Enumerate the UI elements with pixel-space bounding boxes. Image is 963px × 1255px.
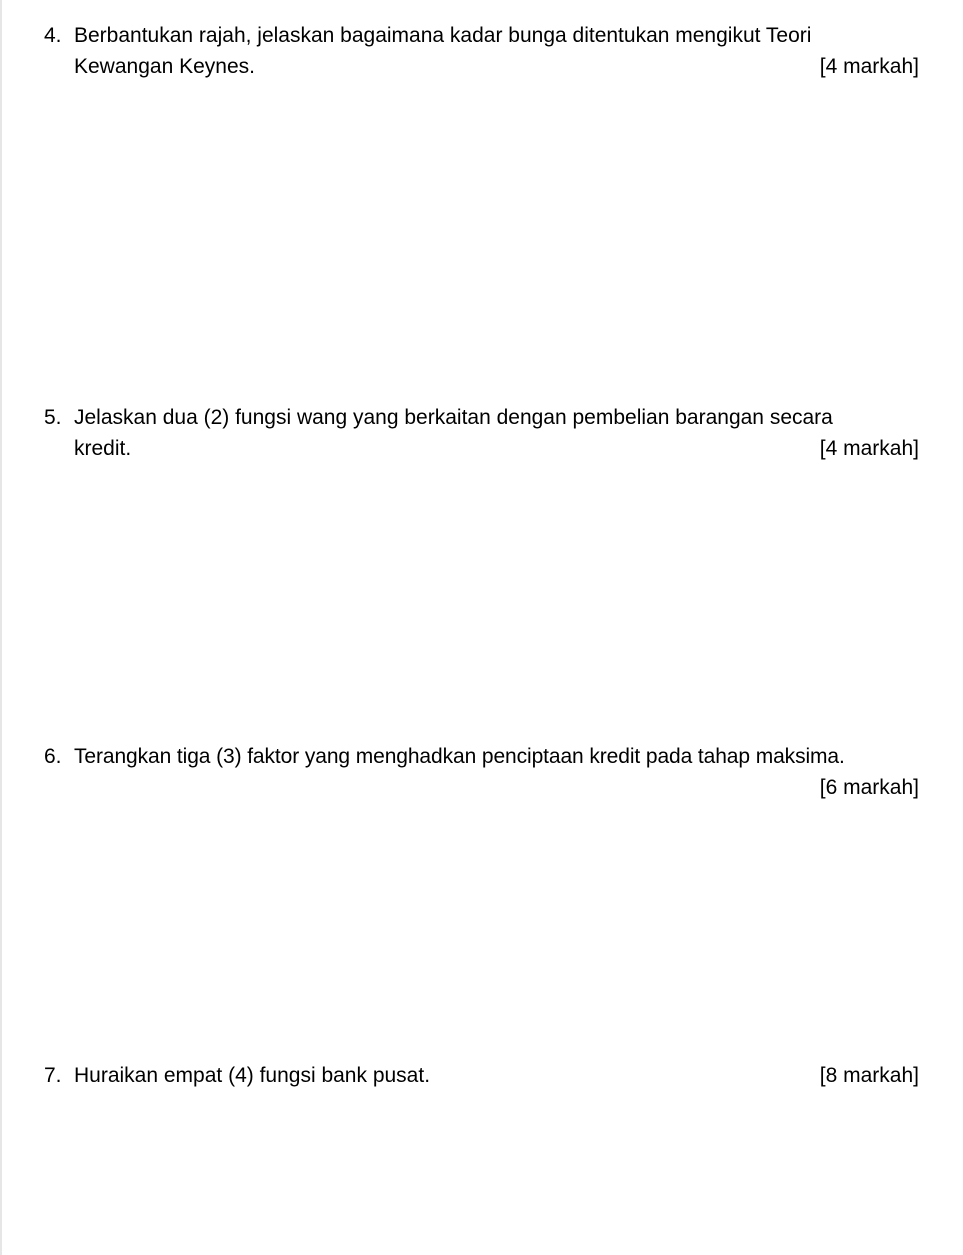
marks-label: [8 markah] xyxy=(819,1064,919,1087)
question-text-continued: Kewangan Keynes. xyxy=(74,55,255,78)
question-text: Huraikan empat (4) fungsi bank pusat. xyxy=(74,1064,431,1087)
question-6 xyxy=(44,741,919,803)
question-4-line-1 xyxy=(44,20,919,51)
page-left-edge xyxy=(0,0,2,1255)
question-text-continued: kredit. xyxy=(74,437,132,460)
question-5-line-2 xyxy=(44,433,919,464)
question-number: 7. xyxy=(44,1064,62,1087)
question-6-line-1 xyxy=(44,741,919,772)
question-7 xyxy=(44,1060,919,1091)
question-text: Berbantukan rajah, jelaskan bagaimana kadar bunga ditentukan mengikut Teori xyxy=(74,24,812,47)
question-4 xyxy=(44,20,919,82)
marks-label: [4 markah] xyxy=(819,55,919,78)
marks-label: [6 markah] xyxy=(819,776,919,799)
question-5-line-1 xyxy=(44,402,919,433)
question-number: 5. xyxy=(44,406,62,429)
question-7-line-1 xyxy=(44,1060,919,1091)
question-number: 4. xyxy=(44,24,62,47)
marks-label: [4 markah] xyxy=(819,437,919,460)
question-5 xyxy=(44,402,919,464)
question-text: Jelaskan dua (2) fungsi wang yang berkaitan dengan pembelian barangan secara xyxy=(74,406,833,429)
question-4-line-2 xyxy=(44,51,919,82)
question-number: 6. xyxy=(44,745,62,768)
question-6-line-2 xyxy=(44,772,919,803)
question-text: Terangkan tiga (3) faktor yang menghadkan penciptaan kredit pada tahap maksima. xyxy=(74,745,845,768)
